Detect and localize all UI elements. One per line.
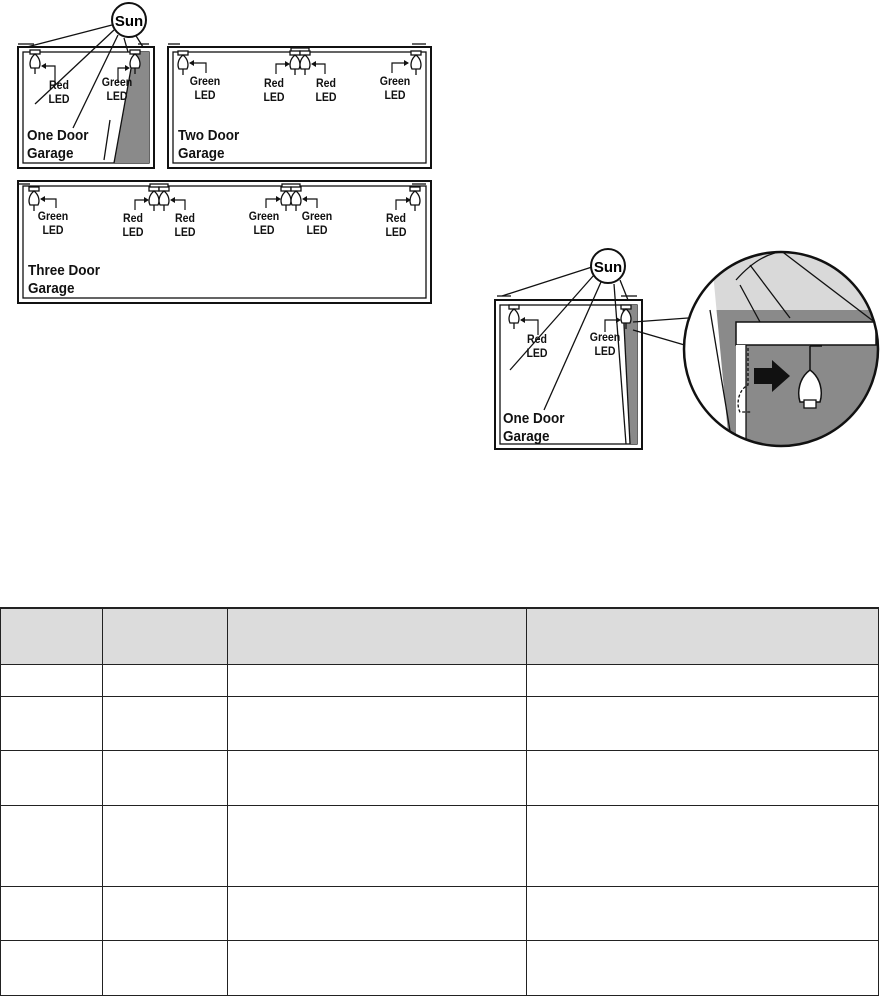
garage-layout-diagram [0,0,440,310]
red-led-label: Red LED [174,211,196,239]
three-door-garage-title: Three Door Garage [28,262,101,297]
green-led-label: Green LED [248,209,280,237]
sun-label-b: Sun [593,259,623,276]
red-led-label: Red LED [263,76,285,104]
green-led-label: Green LED [301,209,333,237]
table-row [1,941,879,996]
table-cell [102,887,227,941]
table-cell [102,806,227,887]
table-header-cell [227,608,527,665]
green-led-label: Green LED [101,75,133,103]
two-door-garage-title: Two Door Garage [178,127,240,162]
sensor-placement-diagram [490,240,886,455]
green-led-label: Green LED [37,209,69,237]
one-door-garage-title: One Door Garage [27,127,89,162]
table-row [1,806,879,887]
table-cell [1,806,103,887]
data-table [0,607,879,996]
green-led-label: Green LED [589,330,621,358]
table-cell [1,697,103,751]
table-cell [527,751,879,806]
red-led-label: Red LED [526,332,548,360]
sun-icon [588,246,628,286]
table-cell [527,941,879,996]
table-cell [102,665,227,697]
table-cell [227,806,527,887]
table-cell [527,697,879,751]
table-cell [1,941,103,996]
table-cell [102,697,227,751]
one-door-garage-title: One Door Garage [503,410,565,445]
table-cell [527,665,879,697]
table-row [1,697,879,751]
sun-label-a: Sun [114,13,144,30]
green-led-label: Green LED [379,74,411,102]
table-cell [227,665,527,697]
table-header-cell [102,608,227,665]
table-cell [1,887,103,941]
table-cell [102,751,227,806]
table-row [1,665,879,697]
table-cell [1,665,103,697]
table-cell [227,941,527,996]
table-cell [102,941,227,996]
table-cell [227,887,527,941]
table-header-cell [527,608,879,665]
table-cell [227,697,527,751]
table-header-row [1,608,879,665]
red-led-label: Red LED [315,76,337,104]
table-row [1,887,879,941]
red-led-label: Red LED [48,78,70,106]
red-led-label: Red LED [385,211,407,239]
table-cell [527,806,879,887]
table-cell [227,751,527,806]
table-header-cell [1,608,103,665]
green-led-label: Green LED [189,74,221,102]
sun-icon [112,3,146,37]
table-row [1,751,879,806]
table-cell [527,887,879,941]
red-led-label: Red LED [122,211,144,239]
table-cell [1,751,103,806]
